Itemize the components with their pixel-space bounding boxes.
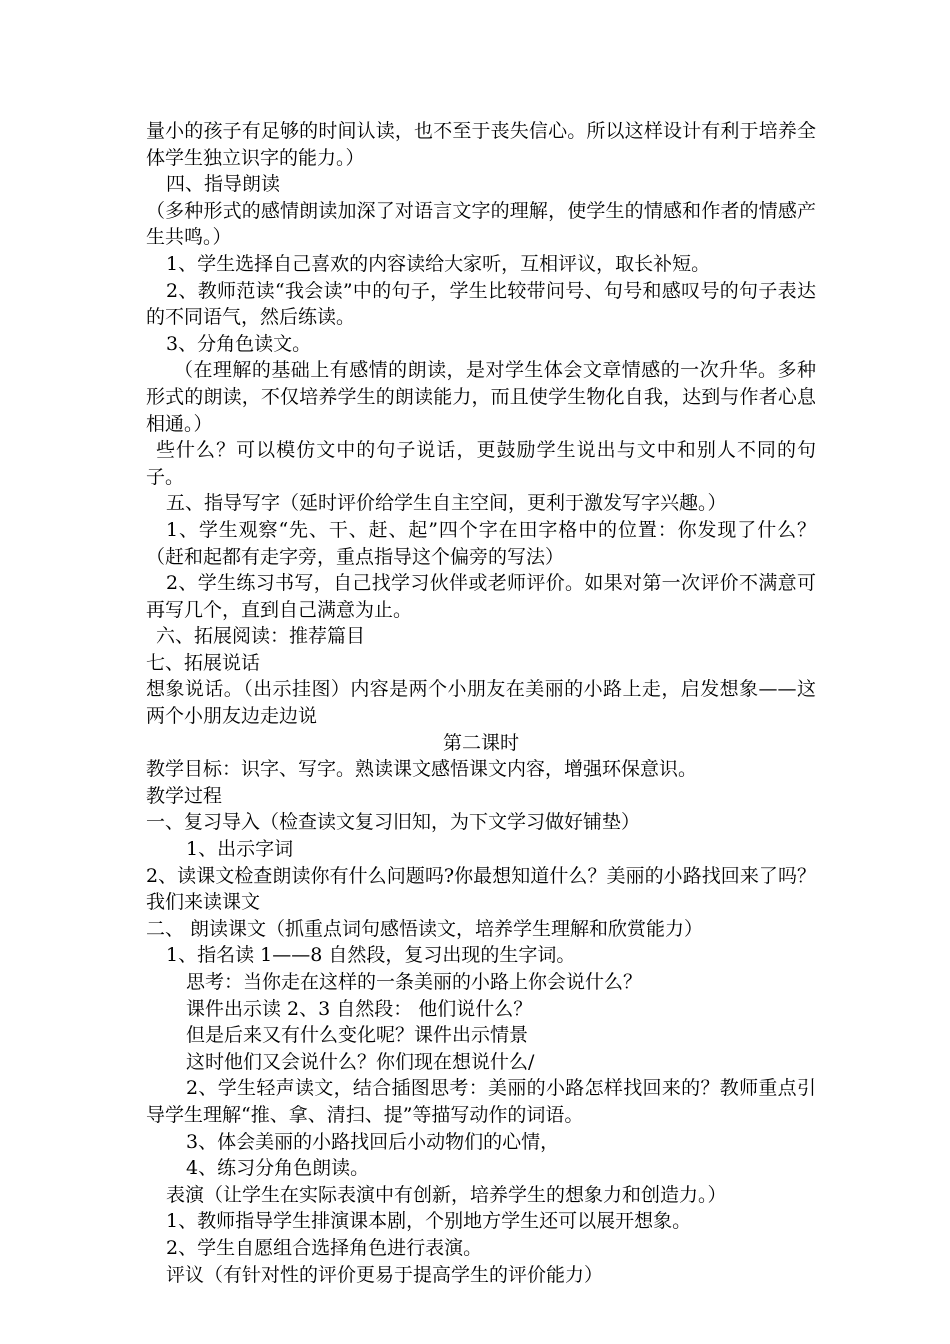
- heading-section-7: 七、拓展说话: [146, 651, 261, 674]
- sub-item: 但是后来又有什么变化呢？课件出示情景: [186, 1024, 529, 1047]
- list-item: 4、练习分角色朗读。: [186, 1157, 370, 1180]
- list-item: 1、指名读 1——8 自然段，复习出现的生字词。: [166, 944, 576, 967]
- sub-item: 课件出示读 2、3 自然段： 他们说什么？: [186, 997, 533, 1020]
- heading-process: 教学过程: [146, 784, 223, 807]
- paragraph: 想象说话。（出示挂图）内容是两个小朋友在美丽的小路上走，启发想象——这两个小朋友边走边说: [146, 678, 816, 728]
- list-item: 2、读课文检查朗读你有什么问题吗?你最想知道什么？美丽的小路找回来了吗？我们来读课文: [146, 864, 816, 914]
- teaching-goal: 教学目标：识字、写字。熟读课文感悟课文内容，增强环保意识。: [146, 758, 698, 781]
- list-item: 1、教师指导学生排演课本剧，个别地方学生还可以展开想象。: [166, 1210, 692, 1233]
- heading-part-2: 二、 朗读课文（抓重点词句感悟读文，培养学生理解和欣赏能力）: [146, 917, 704, 940]
- list-item: 1、出示字词: [186, 838, 294, 861]
- heading-evaluation: 评议（有针对性的评价更易于提高学生的评价能力）: [166, 1263, 604, 1286]
- heading-part-1: 一、复习导入（检查读文复习旧知，为下文学习做好铺垫）: [146, 811, 641, 834]
- paragraph: 些什么？可以模仿文中的句子说话，更鼓励学生说出与文中和别人不同的句子。: [146, 439, 816, 488]
- list-item: 3、体会美丽的小路找回后小动物们的心情，: [186, 1130, 560, 1153]
- list-item: 2、教师范读“我会读”中的句子，学生比较带问号、句号和感叹号的句子表达的不同语气，然后练读。: [146, 279, 816, 329]
- list-item: 1、学生观察“先、干、赶、起”四个字在田字格中的位置：你发现了什么？（赶和起都有走字旁，重点指导这个偏旁的写法）: [146, 518, 816, 568]
- sub-item: 这时他们又会说什么？你们现在想说什么/: [186, 1050, 535, 1073]
- list-item: 2、学生练习书写，自己找学习伙伴或老师评价。如果对第一次评价不满意可再写几个，直到自己满意为止。: [146, 572, 816, 621]
- heading-performance: 表演（让学生在实际表演中有创新，培养学生的想象力和创造力。）: [166, 1183, 727, 1206]
- sub-item: 思考：当你走在这样的一条美丽的小路上你会说什么？: [186, 971, 643, 993]
- document-page: [146, 118, 816, 1288]
- note-paragraph: （在理解的基础上有感情的朗读，是对学生体会文章情感的一次升华。多种形式的朗读，不仅培养学生的朗读能力，而且使学生物化自我，达到与作者心息相通。）: [146, 359, 816, 435]
- lesson-title: 第二课时: [442, 731, 519, 754]
- heading-section-6: 六、拓展阅读：推荐篇目: [156, 625, 366, 648]
- list-item: 1、学生选择自己喜欢的内容读给大家听，互相评议，取长补短。: [166, 252, 711, 275]
- list-item: 2、学生自愿组合选择角色进行表演。: [166, 1236, 483, 1259]
- heading-section-4: 四、指导朗读: [166, 173, 281, 196]
- list-item: 3、分角色读文。: [166, 332, 312, 355]
- heading-section-5: 五、指导写字（延时评价给学生自主空间，更利于激发写字兴趣。）: [166, 492, 727, 515]
- note-paragraph: （多种形式的感情朗读加深了对语言文字的理解，使学生的情感和作者的情感产生共鸣。）: [146, 199, 816, 249]
- list-item: 2、学生轻声读文，结合插图思考：美丽的小路怎样找回来的？教师重点引导学生理解“推、拿、清扫、提”等描写动作的词语。: [146, 1077, 816, 1126]
- paragraph-continuation: 量小的孩子有足够的时间认读，也不至于丧失信心。所以这样设计有利于培养全体学生独立识字的能力。）: [146, 120, 816, 169]
